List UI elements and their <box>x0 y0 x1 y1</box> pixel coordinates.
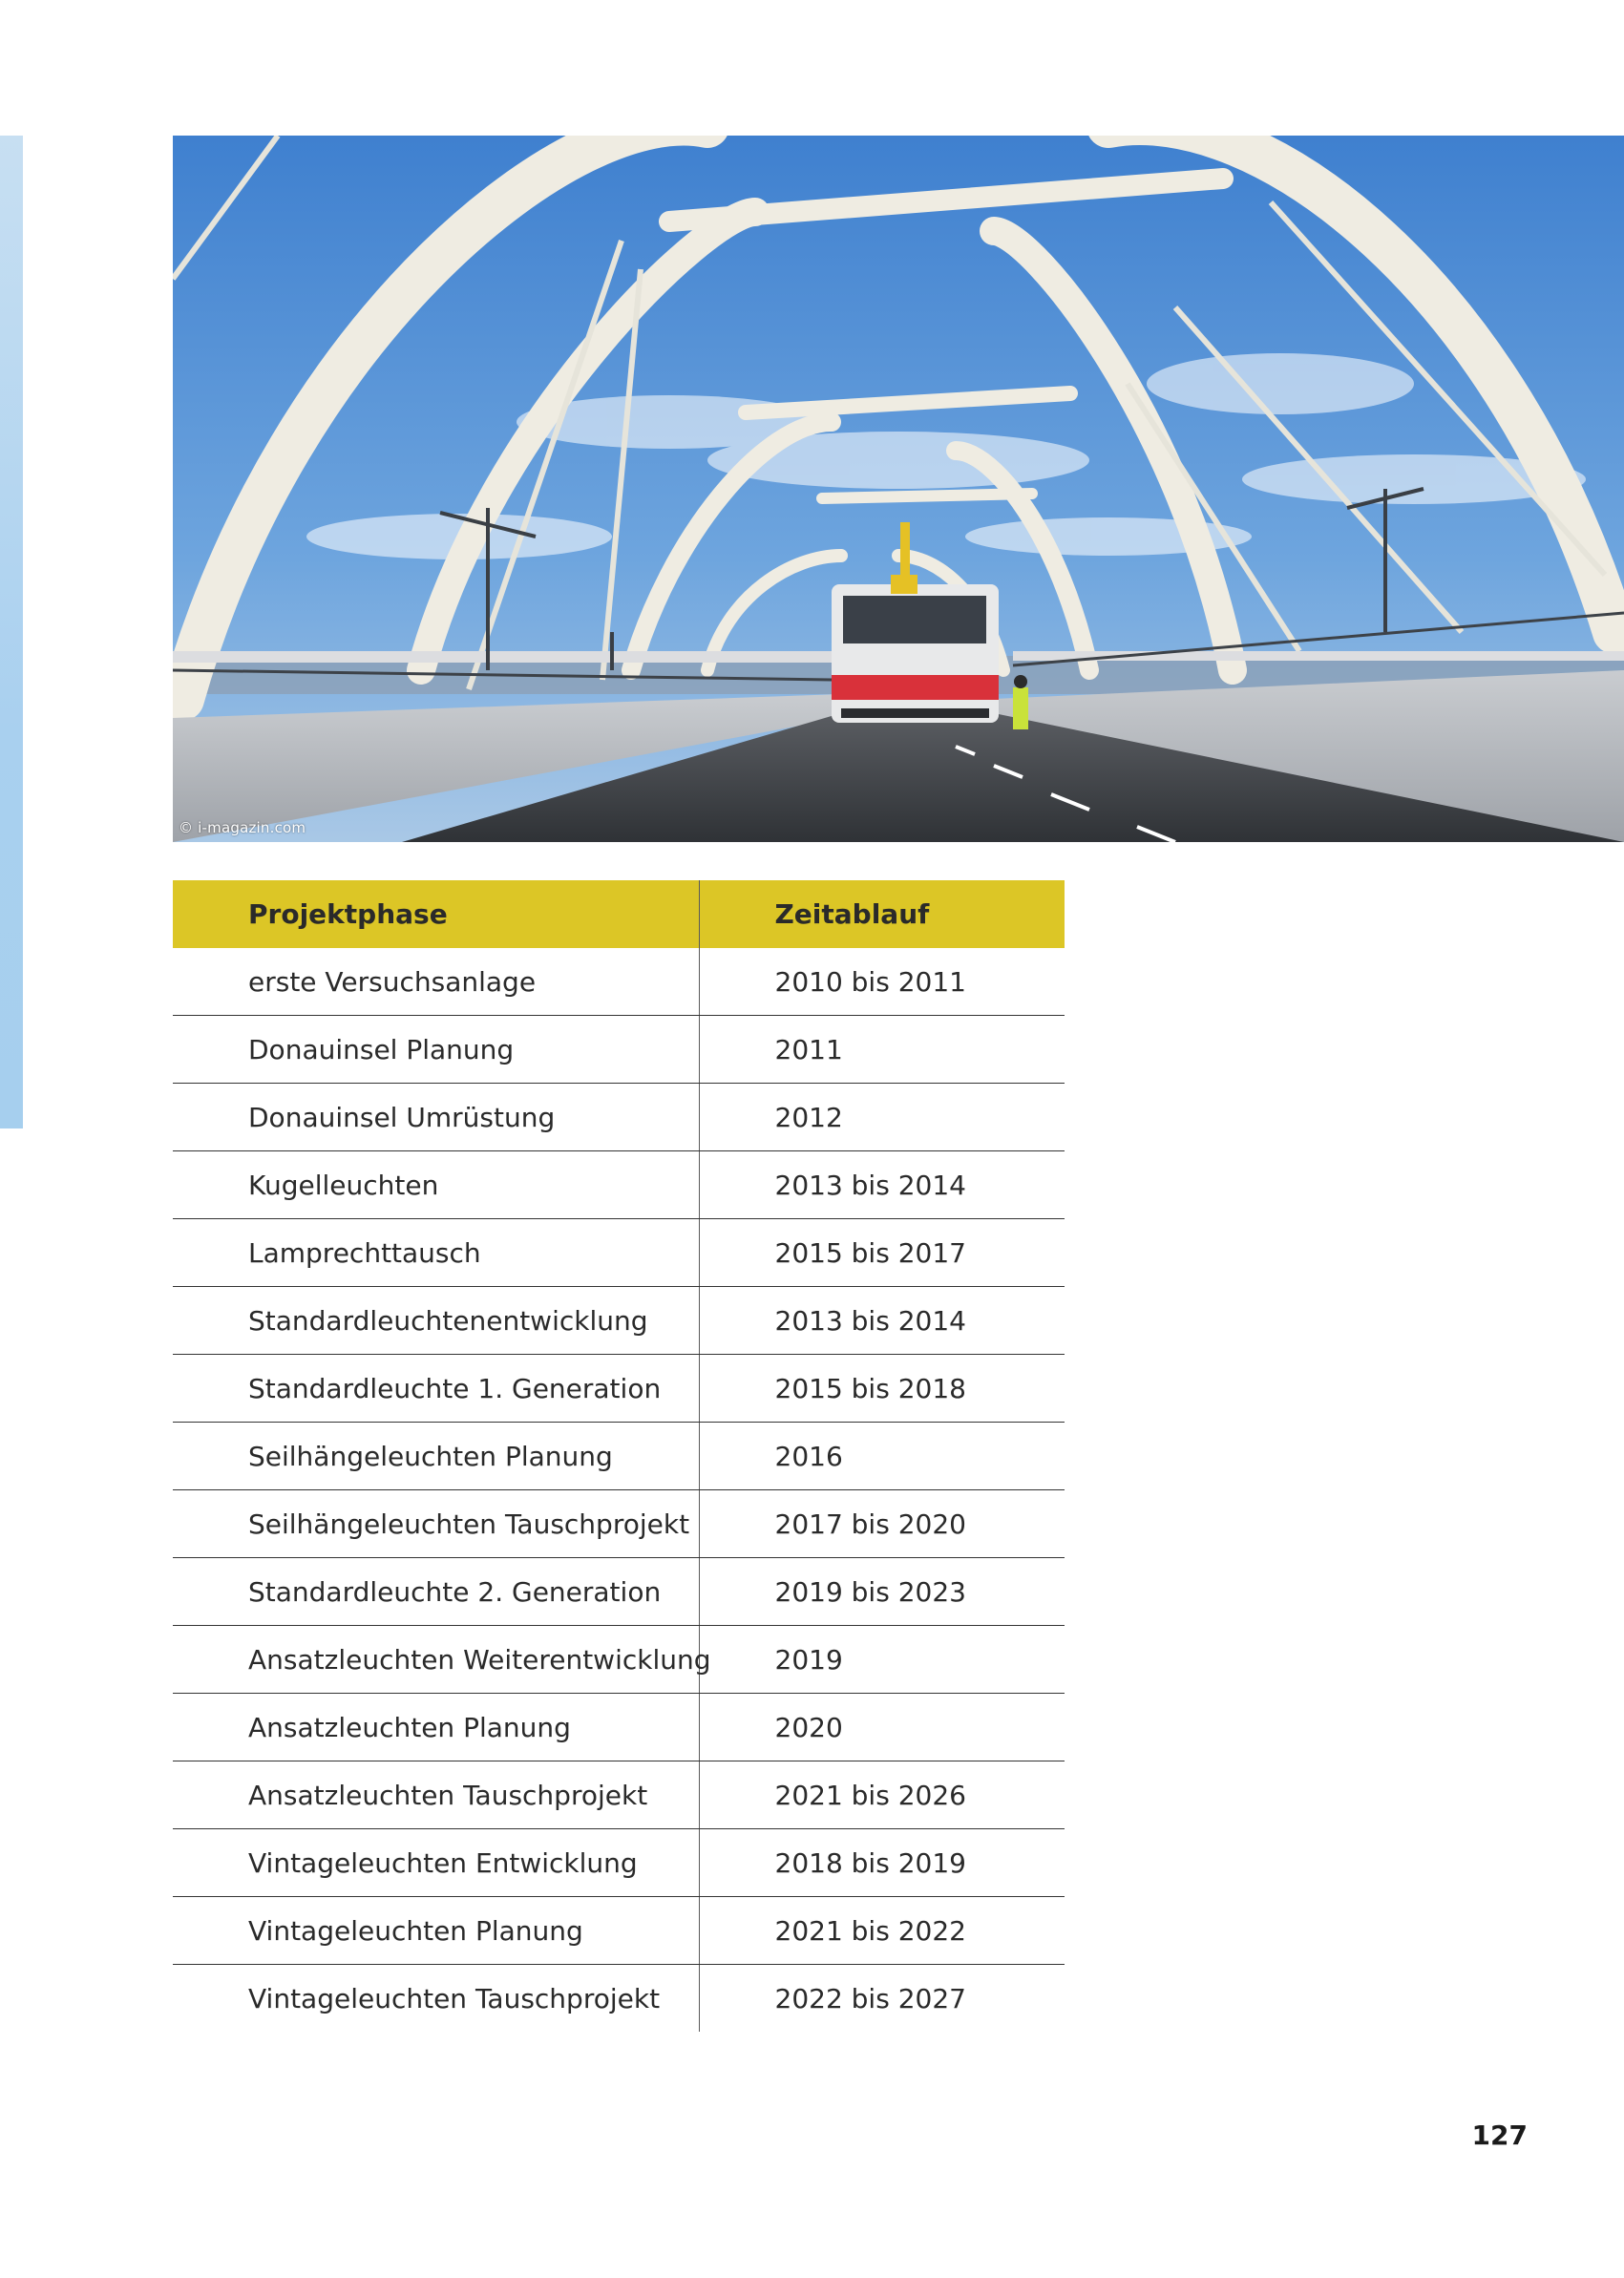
phase-cell: Ansatzleuchten Weiterentwicklung <box>173 1626 699 1694</box>
table-row <box>173 1490 1065 1558</box>
phase-cell: Seilhängeleuchten Planung <box>173 1423 699 1490</box>
table-row <box>173 1761 1065 1829</box>
phase-cell: Kugelleuchten <box>173 1151 699 1219</box>
time-cell: 2013 bis 2014 <box>699 1287 1065 1355</box>
time-cell: 2020 <box>699 1694 1065 1761</box>
header-zeitablauf: Zeitablauf <box>699 880 1065 948</box>
time-cell: 2021 bis 2022 <box>699 1897 1065 1965</box>
phase-cell: Vintageleuchten Entwicklung <box>173 1829 699 1897</box>
project-phase-table <box>173 880 1065 2032</box>
phase-cell: Standardleuchtenentwicklung <box>173 1287 699 1355</box>
phase-cell: erste Versuchsanlage <box>173 948 699 1016</box>
time-cell: 2010 bis 2011 <box>699 948 1065 1016</box>
bridge-photo <box>173 136 1624 842</box>
time-cell: 2013 bis 2014 <box>699 1151 1065 1219</box>
worker <box>1013 675 1028 729</box>
phase-cell: Lamprechttausch <box>173 1219 699 1287</box>
time-cell: 2011 <box>699 1016 1065 1084</box>
table-row <box>173 1016 1065 1084</box>
table-row <box>173 1084 1065 1151</box>
phase-cell: Vintageleuchten Tauschprojekt <box>173 1965 699 2033</box>
phase-cell: Ansatzleuchten Tauschprojekt <box>173 1761 699 1829</box>
photo-credit: © i-magazin.com <box>179 819 306 836</box>
table-row <box>173 1829 1065 1897</box>
table-row <box>173 1219 1065 1287</box>
time-cell: 2019 <box>699 1626 1065 1694</box>
table-header-row <box>173 880 1065 948</box>
table-row <box>173 948 1065 1016</box>
phase-cell: Donauinsel Planung <box>173 1016 699 1084</box>
page-number: 127 <box>1471 2120 1528 2151</box>
time-cell: 2016 <box>699 1423 1065 1490</box>
time-cell: 2018 bis 2019 <box>699 1829 1065 1897</box>
phase-cell: Standardleuchte 1. Generation <box>173 1355 699 1423</box>
table-row <box>173 1626 1065 1694</box>
phase-cell: Donauinsel Umrüstung <box>173 1084 699 1151</box>
phase-cell: Ansatzleuchten Planung <box>173 1694 699 1761</box>
table-row <box>173 1965 1065 2033</box>
time-cell: 2022 bis 2027 <box>774 1982 966 2014</box>
time-cell: 2017 bis 2020 <box>699 1490 1065 1558</box>
table-row <box>173 1694 1065 1761</box>
phase-cell: Seilhängeleuchten Tauschprojekt <box>173 1490 699 1558</box>
time-cell: 2015 bis 2018 <box>699 1355 1065 1423</box>
bridge-illustration <box>173 136 1624 842</box>
table-row <box>173 1355 1065 1423</box>
table-row <box>173 1287 1065 1355</box>
side-accent-bar <box>0 136 23 1128</box>
header-projektphase: Projektphase <box>173 880 699 948</box>
table-row <box>173 1897 1065 1965</box>
time-cell: 2015 bis 2017 <box>699 1219 1065 1287</box>
table-row <box>173 1423 1065 1490</box>
time-cell: 2019 bis 2023 <box>699 1558 1065 1626</box>
time-cell: 2012 <box>699 1084 1065 1151</box>
table-row <box>173 1151 1065 1219</box>
time-cell: 2021 bis 2026 <box>699 1761 1065 1829</box>
phase-cell: Standardleuchte 2. Generation <box>173 1558 699 1626</box>
table-row <box>173 1558 1065 1626</box>
phase-cell: Vintageleuchten Planung <box>173 1897 699 1965</box>
